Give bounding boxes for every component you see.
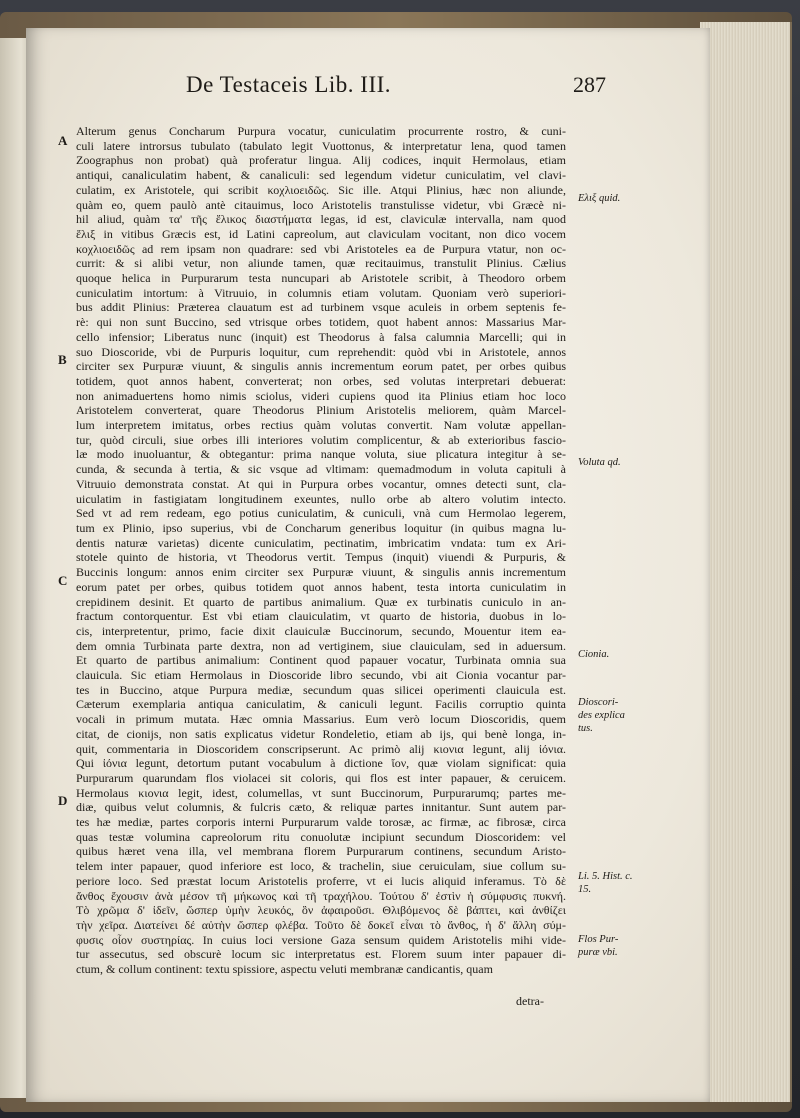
margin-note-reference: Li. 5. Hist. c. 15. bbox=[578, 871, 633, 895]
margin-note-cionia: Cionia. bbox=[578, 649, 610, 660]
section-letter-a: A bbox=[58, 133, 68, 148]
section-letter-d: D bbox=[58, 793, 68, 808]
text-line: tur assecutus, sed obscurè locum sic interpretatus est. Florem suum inter papauer di- bbox=[76, 947, 566, 962]
text-line: τὴν χεῖρα. Διατείνει δέ αὐτὴν ὥσπερ φλέβα. Τοῦτο δὲ δοκεῖ εἶναι τὸ ἄνθος, ἡ δ' ἄλλη σύμ- bbox=[76, 917, 566, 932]
text-line: quit, commentaria in Dioscoridem conscripserunt. Ac primò alij κιονια legunt, alij ἰόνια. bbox=[76, 741, 566, 756]
text-line: telem inter papauer, quod inferiore est loco, & trachelin, siue ceruiculam, siue collum su- bbox=[76, 859, 566, 874]
text-line: quàm eo, quem paulò antè citauimus, loco Aristotelis transtulisse videtur, vbi Græcè ni- bbox=[76, 197, 566, 212]
margin-note-flos: Flos Pur- puræ vbi. bbox=[578, 934, 619, 958]
text-line: eorum patet per orbes, quibus totidem quot annos habent, testa intorta cuniculatim in bbox=[76, 579, 566, 594]
text-line: fractum contorquentur. Est vbi etiam clauiculatim, vt quarto de historia, duobus in lo- bbox=[76, 609, 566, 624]
text-line: Sed vt ad rem redeam, ego potius cuniculatim, & cuniculi, vnà cum Hermolao legerem, bbox=[76, 506, 566, 521]
text-line: bus addit Plinius: Præterea clauatum est ad turbinem vsque aculeis in orbem septenis fe- bbox=[76, 300, 566, 315]
book-page bbox=[26, 28, 710, 1102]
main-text bbox=[76, 124, 566, 977]
text-line: κοχλιοειδῶς ad rem ipsam non quadrare: sed vbi Aristoteles ea de Purpura vtatur, non oc- bbox=[76, 241, 566, 256]
section-letter-c: C bbox=[58, 573, 68, 588]
text-line: culatim, ex Aristotele, qui scribit κοχλιοειδῶς. Sic ille. Atqui Plinius, hæc non aliunde, bbox=[76, 182, 566, 197]
text-line: Zoographus non probat) quà proferatur lingua. Alij codices, inquit Hermolaus, etiam bbox=[76, 153, 566, 168]
text-line: quoque helica in Purpurarum testa nuncupari ab Aristotele scribit, à Theodoro orbem bbox=[76, 271, 566, 286]
text-line: ἕλιξ in vitibus Græcis est, id Latini capreolum, aut claviculam vocitant, non dico vocem bbox=[76, 226, 566, 241]
text-line: læ modo inuoluantur, & obtegantur: prima nanque voluta, siue plicatura integitur à se- bbox=[76, 447, 566, 462]
text-line: quibus hæret vena illa, vel membrana florem Purpurarum continens, secundum Aristo- bbox=[76, 844, 566, 859]
text-line: cuniculatim intortum: à Vitruuio, in columnis etiam volutam. Quoniam verò superiori- bbox=[76, 285, 566, 300]
text-line: non animaduertens homo nimis sciolus, videri cupiens quod ita Plinius etiam hoc loco bbox=[76, 388, 566, 403]
running-head bbox=[186, 72, 606, 98]
text-line: crepidinem desinit. Et quarto de partibus animalium. Quæ ex turbinatis cuniculo in an- bbox=[76, 594, 566, 609]
text-line: Aristotelem converterat, quare Theodorus Plinium Aristotelis meliorem, quàm Marcel- bbox=[76, 403, 566, 418]
text-line: dentis naturæ varietas) dicente cuniculatim, pectinatim, imbricatim vndata: tum ex Ari- bbox=[76, 535, 566, 550]
text-line: Et quarto de partibus animalium: Continent quod papauer vocatur, Turbinata omnia sua bbox=[76, 653, 566, 668]
margin-note-voluta: Voluta qd. bbox=[578, 457, 621, 468]
text-line: φυσις οἷον συστηρίας. In cuius loci versione Gaza sensum quidem Aristotelis mihi vide- bbox=[76, 932, 566, 947]
text-line: ἄνθος ἔχουσιν ἀνὰ μέσον τῆ μήκωνος καὶ τῆ τραχήλου. Τούτου δ' ἐστὶν ἡ σύμφυσις πυκνή. bbox=[76, 888, 566, 903]
text-line: vocali in primum mutata. Hæc omnia Massarius. Eum verò locum Dioscoridis, quem bbox=[76, 712, 566, 727]
page-block-edges bbox=[700, 22, 792, 1102]
text-line: dem omnia Turbinata parte dextra, non ad vertiginem, siue clauiculam, sed in aduersum. bbox=[76, 638, 566, 653]
catchword: detra- bbox=[516, 994, 544, 1008]
text-line: clauicula. Sic etiam Hermolaus in Dioscoride libro secundo, vbi ait Cionia vocantur par- bbox=[76, 668, 566, 683]
text-line: tes hæ mediæ, partes corporis interni Purpurarum valde torosæ, ac firmæ, ac fibrosæ, circa bbox=[76, 815, 566, 830]
text-line: Vitruuio demonstrata constat. At qui in Purpura orbes vocantur, omnes detecti sunt, cla- bbox=[76, 476, 566, 491]
text-line: cunda, & secunda à tertia, & sic vsque ad vltimam: quemadmodum in voluta capituli à bbox=[76, 462, 566, 477]
text-line: Alterum genus Concharum Purpura vocatur, cuniculatim procurrente rostro, & cuni- bbox=[76, 124, 566, 138]
text-line: hil aliud, quàm τα' τῆς ἕλικος διαστήματα legas, id est, claviculæ intervalla, nam quod bbox=[76, 212, 566, 227]
text-line: cello infensior; Liberatus nunc (inquit) est Theodorus à falsa calumnia Marcelli; qui in bbox=[76, 329, 566, 344]
text-line: stotele quinto de historia, vt Theodorus vertit. Tempus (inquit) viuendi & Purpuris, & bbox=[76, 550, 566, 565]
section-letter-b: B bbox=[58, 352, 67, 367]
text-line: Purpurarum quarundam flos violacei sit coloris, qui flos est inter papauer, & ceruicem. bbox=[76, 770, 566, 785]
text-line: tur, quòd circuli, siue orbes illi interiores volutim complicentur, & ab exterioribus fascio- bbox=[76, 432, 566, 447]
text-line: periore loco. Sed præstat locum Aristotelis proferre, vt ei lucis aliquid inferamus. Τὸ δὲ bbox=[76, 873, 566, 888]
text-line: circiter sex Purpuræ viuunt, & singulis annis incrementum eorum patet, per orbes quibus bbox=[76, 359, 566, 374]
margin-note-dioscorides: Dioscori- des explica tus. bbox=[578, 697, 625, 734]
text-line: Qui ἰόνια legunt, detortum putant vocabulum à dictione ἴον, quæ violam significat: quia bbox=[76, 756, 566, 771]
text-line: citat, de cionijs, non satis explicatus videtur Rondeletio, etiam ab ijs, qui benè longa, in- bbox=[76, 726, 566, 741]
text-line: totidem, quot annos habent, converterat; non orbes, sed volutas interpretari debuerat: bbox=[76, 373, 566, 388]
text-line: rè: qui non sunt Buccino, sed vtrisque orbes totidem, quot habent annos: Massarius Mar- bbox=[76, 315, 566, 330]
margin-note-helix: Ελιξ quid. bbox=[578, 193, 621, 204]
text-line: lum interpretem imitatus, orbes rectius quàm volutas convertit. Nam volutæ appellan- bbox=[76, 418, 566, 433]
page-number: 287 bbox=[573, 72, 606, 97]
text-line: currit: & si alibi vetur, non aliunde tamen, quæ recitauimus, transtulit Plinius. Cælius bbox=[76, 256, 566, 271]
text-line: Cæterum exemplaria antiqua caniculatim, & caniculi legunt. Facilis corruptio quinta bbox=[76, 697, 566, 712]
text-line: uiculatim in fastigiatam longitudinem exeuntes, nullo orbe ab altero volutim intecto. bbox=[76, 491, 566, 506]
text-line: suo Dioscoride, vbi de Purpuris loquitur, cum reprehendit: quòd vbi in Aristotele, annos bbox=[76, 344, 566, 359]
text-line: Hermolaus κιονια legit, idest, columellas, vt sunt Buccinorum, Purpurarumq; partes me- bbox=[76, 785, 566, 800]
text-line: cis, interpretentur, primo, facie dixit clauiculæ Buccinorum, secundo, Mouentur item ea- bbox=[76, 623, 566, 638]
text-line: quas testæ volumina capreolorum ritu conuolutæ incipiunt secundum Dioscoridem: vel bbox=[76, 829, 566, 844]
text-line: Τὸ χρῶμα δ' ἰδεῖν, ὥσπερ ὑμὴν λευκός, ὃν ἀφαιροῦσι. Θλιβόμενος δὲ βάπτει, καὶ ἀνθίζει bbox=[76, 903, 566, 918]
text-line: culi latere introrsus tubulato (tabulato legit Vuottonus, & interpretatur lena, quod tamen bbox=[76, 138, 566, 153]
text-line: antiqui, canaliculatim habent, & canaliculi: sed legendum videtur cuniculatim, vel clavi- bbox=[76, 168, 566, 183]
text-line: ctum, & collum continent: textu spissiore, aspectu veluti membranæ candicantis, quam bbox=[76, 962, 493, 977]
text-line: tes in Buccino, atque Purpura mediæ, secundum quas silicei operimenti clauicula est. bbox=[76, 682, 566, 697]
text-line: Buccinis longum: annos enim circiter sex Purpuræ viuunt, & singulis annis incrementum bbox=[76, 565, 566, 580]
text-line: tum ex Plinio, ipso superius, vbi de Concharum generibus loquitur (in quibus magna lu- bbox=[76, 520, 566, 535]
running-title: De Testaceis Lib. III. bbox=[186, 72, 392, 97]
text-line: diæ, quibus velut columnis, & fulcris cæto, & reliquæ partes innitantur. Sunt autem par- bbox=[76, 800, 566, 815]
